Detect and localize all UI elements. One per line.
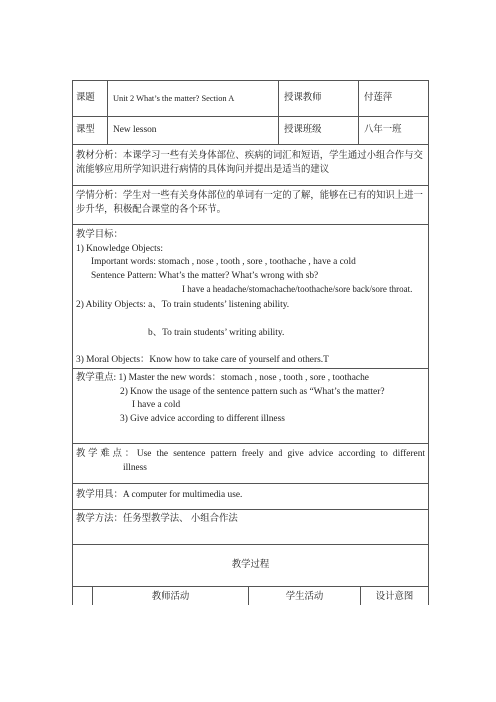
difficulty-line-1: 教学难点：Use the sentence pattern freely and give advice according to different xyxy=(76,449,425,459)
table-rule xyxy=(72,368,429,369)
moral-objects: 3) Moral Objects：Know how to take care of yourself and others.T xyxy=(76,355,329,365)
difficulty-line-2: illness xyxy=(123,463,147,473)
material-analysis: 教材分析：本课学习一些有关身体部位、疾病的词汇和短语，学生通过小组合作与交流能够应用所学知识进行病情的具体询问并提出是适当的建议 xyxy=(76,151,423,175)
class-value: 八年一班 xyxy=(364,125,402,135)
teaching-methods: 教学方法：任务型教学法、 小组合作法 xyxy=(76,514,238,524)
important-words: Important words: stomach , nose , tooth , sore , toothache , have a cold xyxy=(91,257,356,267)
teacher-value: 付莲萍 xyxy=(364,93,393,103)
student-analysis: 学情分析：学生对一些有关身体部位的单词有一定的了解，能够在已有的知识上进一步升华，积极配合课堂的各个环节。 xyxy=(76,191,423,215)
table-rule xyxy=(72,144,429,145)
table-rule xyxy=(107,80,108,144)
table-rule xyxy=(72,483,429,484)
process-title: 教学过程 xyxy=(231,560,270,570)
topic-label: 课题 xyxy=(76,93,95,103)
sentence-pattern: Sentence Pattern: What’s the matter? What’s wrong with sb? xyxy=(91,270,319,281)
column-student-activity: 学生活动 xyxy=(285,592,324,602)
type-label: 课型 xyxy=(76,125,95,135)
table-rule xyxy=(72,586,429,587)
table-rule xyxy=(72,544,429,545)
key-point-2-example: I have a cold xyxy=(132,400,181,410)
key-point-3: 3) Give advice according to different illness xyxy=(120,413,285,424)
table-rule xyxy=(72,80,429,81)
table-rule xyxy=(358,80,359,144)
objectives-title: 教学目标： xyxy=(76,230,123,240)
table-rule xyxy=(72,509,429,510)
topic-value: Unit 2 What’s the matter? Section A xyxy=(113,94,235,103)
table-rule xyxy=(72,224,429,225)
ability-objects-a: 2) Ability Objects: a、To train students’ listening ability. xyxy=(76,300,290,310)
column-teacher-activity: 教师活动 xyxy=(151,592,190,602)
table-rule xyxy=(72,80,73,605)
table-rule xyxy=(428,80,429,605)
class-label: 授课班级 xyxy=(284,125,322,135)
table-rule xyxy=(278,80,279,144)
table-rule xyxy=(72,443,429,444)
key-point-2: 2) Know the usage of the sentence pattern such as “What’s the matter? xyxy=(120,386,385,397)
column-design-intent: 设计意图 xyxy=(375,592,414,602)
knowledge-objects: 1) Knowledge Objects: xyxy=(76,243,163,254)
key-points xyxy=(76,372,425,426)
ability-objects-b: b、To train students’ writing ability. xyxy=(148,328,285,338)
table-rule xyxy=(72,116,429,117)
key-point-1: 教学重点: 1) Master the new words：stomach , nose , tooth , sore , toothache xyxy=(76,373,369,383)
lesson-plan-table xyxy=(72,80,429,605)
teaching-tools: 教学用具：A computer for multimedia use. xyxy=(76,490,243,500)
table-rule xyxy=(72,185,429,186)
sentence-pattern-example: I have a headache/stomachache/toothache/sore back/sore throat. xyxy=(182,284,413,294)
type-value: New lesson xyxy=(113,125,157,135)
teacher-label: 授课教师 xyxy=(284,93,322,103)
teaching-objectives xyxy=(76,229,425,297)
